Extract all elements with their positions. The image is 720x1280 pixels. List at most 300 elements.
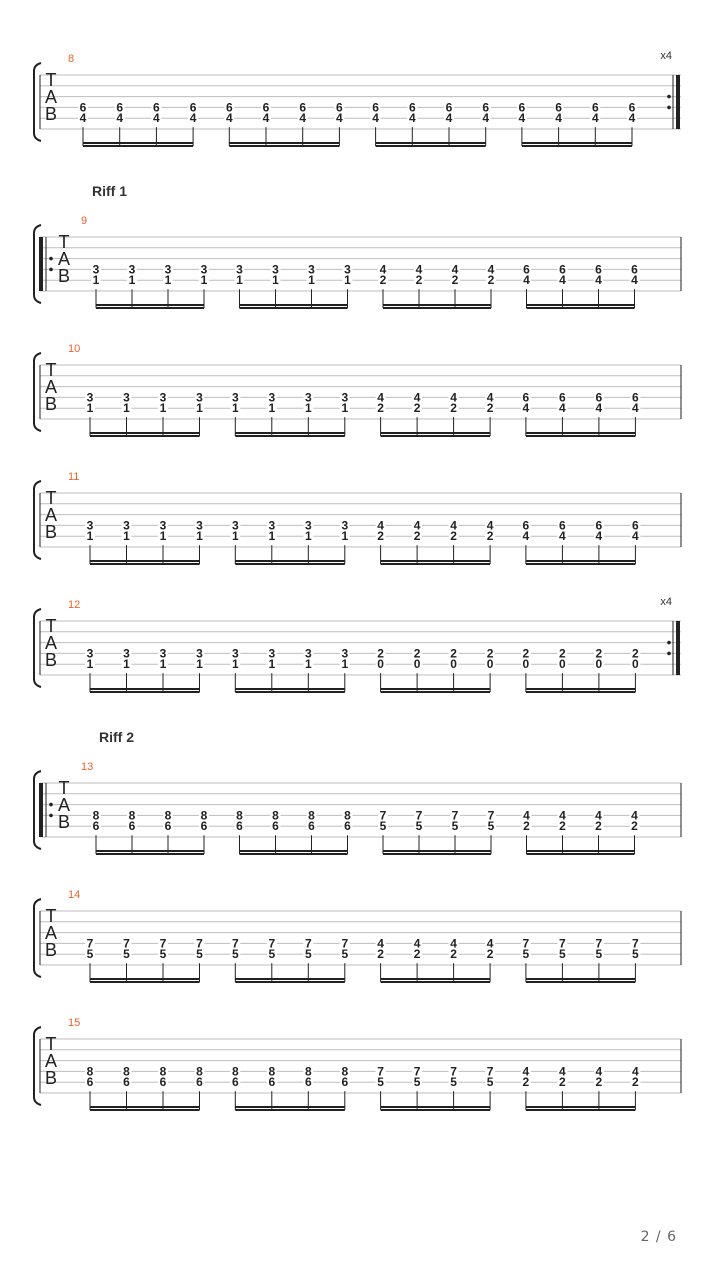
fret-number: 2: [413, 947, 421, 962]
fret-number: 2: [451, 273, 459, 288]
fret-number: 4: [377, 390, 384, 405]
fret-number: 7: [304, 936, 312, 951]
beam: [235, 981, 344, 983]
fret-number: 5: [559, 947, 566, 962]
fret-number: 3: [304, 646, 312, 661]
fret-number: 2: [486, 646, 494, 661]
fret-number: 8: [200, 808, 208, 823]
beam: [383, 304, 491, 306]
fret-number: 3: [341, 390, 349, 405]
fret-number: 3: [159, 646, 167, 661]
fret-number: 2: [632, 646, 639, 661]
fret-number: 4: [522, 529, 530, 544]
fret-number: 1: [164, 273, 172, 288]
fret-number: 3: [123, 646, 130, 661]
beam: [383, 853, 491, 855]
beam: [235, 432, 344, 434]
fret-number: 1: [86, 401, 94, 416]
repeat-end-thick-bar: [676, 621, 680, 675]
measure-number: 11: [68, 471, 80, 483]
tab-clef-letter: B: [44, 104, 58, 124]
fret-number: 6: [236, 819, 243, 834]
fret-number: 3: [272, 262, 279, 277]
fret-number: 1: [92, 273, 100, 288]
tab-clef-letter: A: [44, 633, 58, 653]
fret-number: 1: [159, 657, 167, 672]
beam: [527, 853, 635, 855]
fret-number: 1: [86, 529, 94, 544]
measure-number: 15: [68, 1017, 81, 1029]
beam: [526, 432, 636, 434]
beam: [383, 850, 491, 852]
fret-number: 4: [372, 111, 379, 126]
beam: [90, 691, 200, 693]
fret-number: 5: [304, 947, 312, 962]
fret-number: 0: [522, 657, 530, 672]
fret-number: 0: [413, 657, 421, 672]
beam: [235, 560, 344, 562]
fret-number: 5: [159, 947, 167, 962]
fret-number: 6: [631, 262, 638, 277]
beam: [526, 435, 636, 437]
fret-number: 4: [559, 1064, 566, 1079]
fret-number: 6: [372, 100, 379, 115]
beam: [381, 432, 491, 434]
fret-number: 1: [86, 657, 94, 672]
fret-number: 3: [159, 518, 167, 533]
fret-number: 4: [595, 401, 603, 416]
fret-number: 2: [377, 529, 384, 544]
fret-number: 6: [555, 100, 562, 115]
repeat-count: x4: [660, 50, 672, 62]
fret-number: 6: [200, 819, 208, 834]
beam: [526, 563, 636, 565]
fret-number: 2: [450, 529, 457, 544]
fret-number: 4: [189, 111, 197, 126]
fret-number: 4: [631, 808, 638, 823]
fret-number: 8: [123, 1064, 130, 1079]
repeat-count: x4: [660, 596, 672, 608]
fret-number: 1: [268, 401, 276, 416]
fret-number: 4: [450, 936, 457, 951]
fret-number: 3: [86, 518, 94, 533]
beam: [90, 978, 200, 980]
fret-number: 7: [159, 936, 167, 951]
fret-number: 8: [92, 808, 100, 823]
fret-number: 1: [268, 657, 276, 672]
beam: [90, 563, 200, 565]
fret-number: 7: [559, 936, 566, 951]
fret-number: 1: [304, 529, 312, 544]
fret-number: 5: [450, 1075, 457, 1090]
tab-clef-letter: A: [44, 1051, 58, 1071]
fret-number: 1: [304, 401, 312, 416]
fret-number: 7: [231, 936, 239, 951]
fret-number: 8: [304, 1064, 312, 1079]
fret-number: 4: [482, 111, 490, 126]
fret-number: 4: [559, 401, 566, 416]
fret-number: 7: [487, 808, 495, 823]
tab-clef-letter: B: [44, 394, 58, 414]
fret-number: 8: [341, 1064, 349, 1079]
fret-number: 1: [341, 529, 349, 544]
fret-number: 1: [196, 401, 203, 416]
fret-number: 4: [451, 262, 459, 277]
repeat-dot: [49, 257, 53, 261]
fret-number: 6: [344, 819, 351, 834]
fret-number: 6: [632, 518, 639, 533]
fret-number: 2: [415, 273, 423, 288]
fret-number: 6: [559, 518, 566, 533]
beam: [240, 853, 348, 855]
repeat-end-thick-bar: [676, 75, 680, 129]
tab-system: [34, 729, 681, 855]
fret-number: 4: [262, 111, 270, 126]
fret-number: 4: [413, 936, 421, 951]
fret-number: 3: [236, 262, 243, 277]
beam: [381, 688, 491, 690]
fret-number: 3: [196, 646, 203, 661]
fret-number: 0: [450, 657, 457, 672]
tab-system: [34, 183, 681, 309]
repeat-dot: [667, 106, 671, 110]
fret-number: 7: [341, 936, 349, 951]
tab-clef-letter: T: [58, 232, 70, 252]
fret-number: 1: [308, 273, 315, 288]
fret-number: 3: [86, 646, 94, 661]
fret-number: 3: [196, 518, 203, 533]
tab-clef-letter: T: [45, 70, 57, 90]
beam: [235, 1106, 344, 1108]
fret-number: 4: [336, 111, 343, 126]
fret-number: 6: [522, 518, 530, 533]
fret-number: 3: [308, 262, 315, 277]
fret-number: 5: [413, 1075, 421, 1090]
fret-number: 4: [595, 1064, 603, 1079]
fret-number: 2: [486, 529, 494, 544]
fret-number: 1: [231, 529, 239, 544]
fret-number: 2: [450, 401, 457, 416]
fret-number: 6: [262, 100, 270, 115]
beam: [240, 304, 348, 306]
fret-number: 8: [128, 808, 136, 823]
fret-number: 1: [231, 401, 239, 416]
fret-number: 1: [231, 657, 239, 672]
beam: [96, 304, 204, 306]
beam: [240, 850, 348, 852]
fret-number: 1: [344, 273, 351, 288]
beam: [526, 981, 636, 983]
beam: [527, 304, 635, 306]
fret-number: 3: [341, 646, 349, 661]
fret-number: 7: [451, 808, 459, 823]
fret-number: 6: [86, 1075, 94, 1090]
fret-number: 6: [128, 819, 136, 834]
fret-number: 6: [628, 100, 636, 115]
fret-number: 6: [79, 100, 87, 115]
fret-number: 6: [523, 262, 530, 277]
repeat-start-thick-bar: [39, 237, 43, 291]
tab-clef-letter: B: [44, 650, 58, 670]
fret-number: 4: [377, 936, 384, 951]
fret-number: 8: [196, 1064, 203, 1079]
fret-number: 7: [595, 936, 603, 951]
beam: [235, 688, 344, 690]
fret-number: 0: [559, 657, 566, 672]
fret-number: 5: [415, 819, 423, 834]
fret-number: 2: [377, 646, 384, 661]
fret-number: 4: [522, 401, 530, 416]
beam: [96, 307, 204, 309]
fret-number: 6: [522, 390, 530, 405]
fret-number: 8: [164, 808, 172, 823]
fret-number: 3: [231, 518, 239, 533]
tab-clef-letter: A: [44, 87, 58, 107]
beam: [381, 435, 491, 437]
beam: [90, 560, 200, 562]
fret-number: 6: [595, 390, 603, 405]
fret-number: 5: [487, 819, 495, 834]
fret-number: 4: [486, 936, 494, 951]
fret-number: 6: [595, 518, 603, 533]
beam: [526, 688, 636, 690]
fret-number: 4: [632, 1064, 639, 1079]
fret-number: 8: [308, 808, 315, 823]
fret-number: 6: [231, 1075, 239, 1090]
tab-clef-letter: T: [58, 778, 70, 798]
fret-number: 4: [377, 518, 384, 533]
fret-number: 4: [631, 273, 638, 288]
beam: [383, 307, 491, 309]
tab-clef-letter: A: [57, 249, 71, 269]
fret-number: 5: [268, 947, 276, 962]
repeat-dot: [49, 268, 53, 272]
beam: [376, 142, 486, 144]
beam: [381, 691, 491, 693]
beam: [522, 142, 632, 144]
fret-number: 5: [86, 947, 94, 962]
fret-number: 6: [153, 100, 160, 115]
tab-clef-letter: B: [57, 812, 71, 832]
fret-number: 7: [196, 936, 203, 951]
fret-number: 1: [159, 529, 167, 544]
fret-number: 2: [413, 401, 421, 416]
repeat-dot: [667, 641, 671, 645]
fret-number: 1: [200, 273, 208, 288]
repeat-dot: [49, 814, 53, 818]
beam: [90, 432, 200, 434]
fret-number: 3: [268, 646, 276, 661]
fret-number: 7: [522, 936, 530, 951]
fret-number: 8: [159, 1064, 167, 1079]
fret-number: 6: [116, 100, 124, 115]
fret-number: 1: [304, 657, 312, 672]
fret-number: 1: [159, 401, 167, 416]
fret-number: 4: [628, 111, 636, 126]
measure-number: 10: [68, 343, 81, 355]
fret-number: 3: [341, 518, 349, 533]
beam: [83, 145, 193, 147]
fret-number: 7: [377, 1064, 384, 1079]
fret-number: 3: [159, 390, 167, 405]
fret-number: 6: [408, 100, 416, 115]
fret-number: 5: [451, 819, 459, 834]
fret-number: 6: [336, 100, 343, 115]
fret-number: 4: [116, 111, 124, 126]
fret-number: 4: [299, 111, 307, 126]
beam: [235, 691, 344, 693]
fret-number: 6: [92, 819, 100, 834]
fret-number: 6: [299, 100, 307, 115]
fret-number: 4: [518, 111, 526, 126]
tab-system: [34, 343, 681, 437]
fret-number: 2: [413, 646, 421, 661]
repeat-start-thick-bar: [39, 783, 43, 837]
fret-number: 1: [196, 657, 203, 672]
fret-number: 2: [595, 1075, 603, 1090]
fret-number: 3: [268, 390, 276, 405]
fret-number: 4: [379, 262, 387, 277]
fret-number: 4: [413, 390, 421, 405]
fret-number: 3: [86, 390, 94, 405]
fret-number: 6: [308, 819, 315, 834]
fret-number: 2: [450, 646, 457, 661]
fret-number: 6: [196, 1075, 203, 1090]
beam: [235, 978, 344, 980]
tab-clef-letter: A: [44, 923, 58, 943]
beam: [229, 142, 339, 144]
fret-number: 2: [632, 1075, 639, 1090]
fret-number: 7: [413, 1064, 421, 1079]
beam: [526, 691, 636, 693]
fret-number: 8: [231, 1064, 239, 1079]
fret-number: 5: [231, 947, 239, 962]
fret-number: 5: [377, 1075, 384, 1090]
repeat-dot: [667, 652, 671, 656]
beam: [526, 1106, 636, 1108]
fret-number: 6: [268, 1075, 276, 1090]
beam: [527, 850, 635, 852]
fret-number: 2: [595, 819, 602, 834]
tab-clef-letter: B: [44, 940, 58, 960]
fret-number: 3: [92, 262, 100, 277]
beam: [381, 978, 491, 980]
beam: [90, 981, 200, 983]
beam: [526, 1109, 636, 1111]
beam: [526, 560, 636, 562]
beam: [90, 1109, 200, 1111]
measure-number: 12: [68, 599, 81, 611]
tab-clef-letter: T: [45, 360, 57, 380]
fret-number: 3: [196, 390, 203, 405]
section-label: Riff 2: [99, 729, 134, 745]
page-number: 2 / 6: [640, 1229, 677, 1245]
tab-clef-letter: B: [44, 522, 58, 542]
fret-number: 3: [344, 262, 351, 277]
fret-number: 2: [379, 273, 387, 288]
fret-number: 6: [482, 100, 490, 115]
fret-number: 5: [595, 947, 603, 962]
fret-number: 6: [123, 1075, 130, 1090]
fret-number: 0: [595, 657, 603, 672]
beam: [235, 1109, 344, 1111]
fret-number: 3: [123, 518, 130, 533]
fret-number: 4: [225, 111, 233, 126]
fret-number: 1: [236, 273, 243, 288]
fret-number: 7: [268, 936, 276, 951]
tab-clef-letter: A: [44, 505, 58, 525]
beam: [527, 307, 635, 309]
fret-number: 1: [268, 529, 276, 544]
beam: [522, 145, 632, 147]
measure-number: 13: [81, 761, 94, 773]
beam: [381, 981, 491, 983]
fret-number: 6: [304, 1075, 312, 1090]
fret-number: 6: [518, 100, 526, 115]
fret-number: 8: [268, 1064, 276, 1079]
fret-number: 5: [123, 947, 130, 962]
fret-number: 4: [555, 111, 562, 126]
fret-number: 7: [415, 808, 423, 823]
beam: [83, 142, 193, 144]
tab-system: [34, 1017, 681, 1111]
measure-number: 8: [68, 53, 75, 65]
tab-clef-letter: T: [45, 488, 57, 508]
fret-number: 5: [341, 947, 349, 962]
fret-number: 7: [486, 1064, 494, 1079]
fret-number: 4: [591, 111, 599, 126]
fret-number: 2: [450, 947, 457, 962]
fret-number: 5: [522, 947, 530, 962]
fret-number: 1: [196, 529, 203, 544]
fret-number: 5: [196, 947, 203, 962]
repeat-dot: [49, 803, 53, 807]
tab-clef-letter: T: [45, 906, 57, 926]
fret-number: 6: [632, 390, 639, 405]
tab-clef-letter: B: [44, 1068, 58, 1088]
fret-number: 7: [123, 936, 130, 951]
fret-number: 1: [123, 657, 130, 672]
fret-number: 3: [164, 262, 172, 277]
fret-number: 2: [487, 273, 495, 288]
fret-number: 5: [486, 1075, 494, 1090]
fret-number: 8: [86, 1064, 94, 1079]
fret-number: 0: [377, 657, 384, 672]
fret-number: 8: [236, 808, 243, 823]
beam: [96, 850, 204, 852]
fret-number: 3: [123, 390, 130, 405]
fret-number: 2: [631, 819, 638, 834]
tab-clef-letter: T: [45, 616, 57, 636]
section-label: Riff 1: [92, 183, 127, 199]
fret-number: 2: [523, 819, 530, 834]
fret-number: 5: [379, 819, 387, 834]
beam: [381, 1109, 491, 1111]
beam: [381, 563, 491, 565]
fret-number: 6: [341, 1075, 349, 1090]
beam: [235, 435, 344, 437]
beam: [229, 145, 339, 147]
fret-number: 6: [559, 262, 566, 277]
fret-number: 3: [200, 262, 208, 277]
beam: [235, 563, 344, 565]
fret-number: 2: [559, 646, 566, 661]
fret-number: 4: [559, 273, 566, 288]
beam: [90, 1106, 200, 1108]
tab-system: [34, 596, 681, 693]
tab-clef-letter: A: [57, 795, 71, 815]
beam: [90, 435, 200, 437]
